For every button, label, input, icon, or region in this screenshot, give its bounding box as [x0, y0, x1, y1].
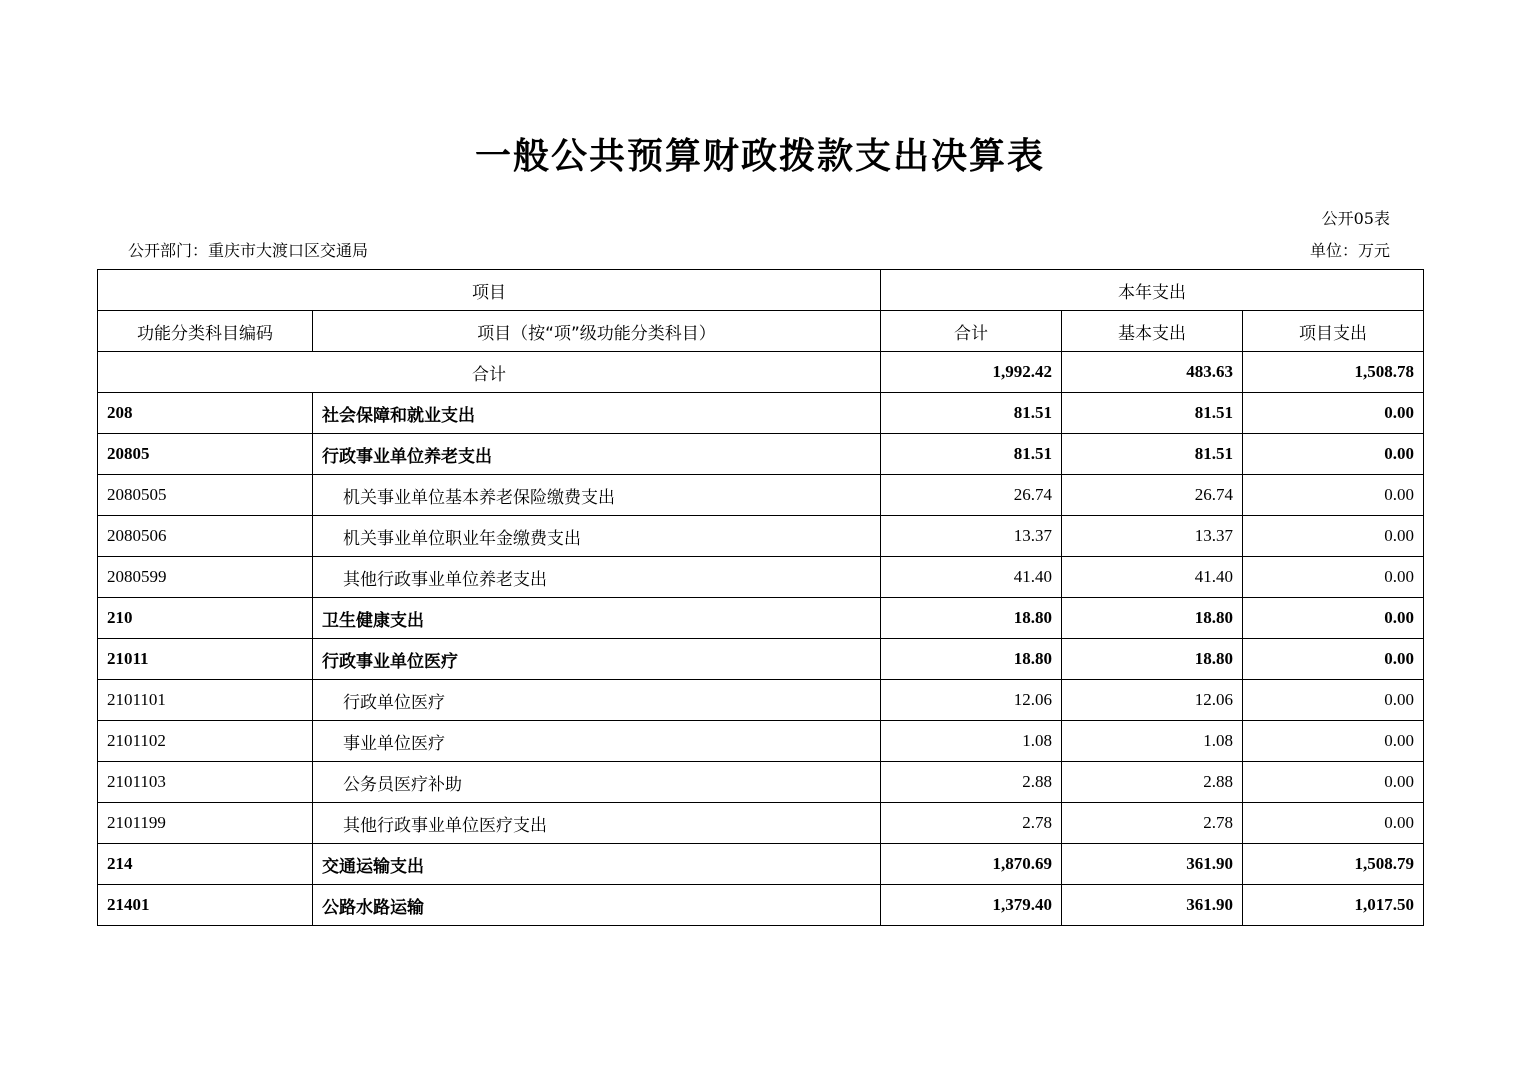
row-basic: 81.51	[1062, 434, 1243, 475]
row-project: 0.00	[1243, 721, 1424, 762]
total-row	[98, 352, 1424, 393]
row-total: 1,379.40	[881, 885, 1062, 926]
row-project: 1,508.79	[1243, 844, 1424, 885]
row-project: 0.00	[1243, 762, 1424, 803]
header-row-group	[98, 270, 1424, 311]
header-row-columns	[98, 311, 1424, 352]
header-year-expense: 本年支出	[881, 270, 1424, 311]
unit-label: 单位：万元	[1309, 241, 1390, 260]
row-project: 0.00	[1243, 803, 1424, 844]
total-cell-basic: 483.63	[1062, 352, 1243, 393]
row-name: 卫生健康支出	[313, 598, 881, 639]
row-code: 21401	[98, 885, 313, 926]
row-name: 社会保障和就业支出	[313, 393, 881, 434]
row-basic: 361.90	[1062, 885, 1243, 926]
row-basic: 41.40	[1062, 557, 1243, 598]
row-total: 12.06	[881, 680, 1062, 721]
row-code: 2101199	[98, 803, 313, 844]
row-basic: 2.88	[1062, 762, 1243, 803]
total-label: 合计	[98, 352, 881, 393]
row-name: 行政事业单位医疗	[313, 639, 881, 680]
row-name: 其他行政事业单位医疗支出	[313, 803, 881, 844]
row-project: 0.00	[1243, 393, 1424, 434]
row-total: 81.51	[881, 434, 1062, 475]
row-basic: 1.08	[1062, 721, 1243, 762]
row-total: 2.88	[881, 762, 1062, 803]
row-basic: 12.06	[1062, 680, 1243, 721]
row-total: 2.78	[881, 803, 1062, 844]
row-name: 交通运输支出	[313, 844, 881, 885]
row-name: 行政事业单位养老支出	[313, 434, 881, 475]
row-project: 0.00	[1243, 475, 1424, 516]
row-name: 机关事业单位职业年金缴费支出	[313, 516, 881, 557]
row-total: 18.80	[881, 598, 1062, 639]
budget-table	[97, 269, 1424, 926]
row-basic: 26.74	[1062, 475, 1243, 516]
row-project: 0.00	[1243, 598, 1424, 639]
row-name: 其他行政事业单位养老支出	[313, 557, 881, 598]
table-row	[98, 844, 1424, 885]
column-header-code: 功能分类科目编码	[98, 311, 313, 352]
table-row	[98, 762, 1424, 803]
row-name: 公路水路运输	[313, 885, 881, 926]
row-code: 2080506	[98, 516, 313, 557]
row-code: 2080505	[98, 475, 313, 516]
row-code: 2101102	[98, 721, 313, 762]
row-basic: 361.90	[1062, 844, 1243, 885]
row-project: 0.00	[1243, 639, 1424, 680]
row-total: 26.74	[881, 475, 1062, 516]
row-code: 210	[98, 598, 313, 639]
row-project: 0.00	[1243, 434, 1424, 475]
column-header-name: 项目（按“项”级功能分类科目）	[313, 311, 881, 352]
row-project: 0.00	[1243, 516, 1424, 557]
table-row	[98, 598, 1424, 639]
column-header-basic: 基本支出	[1062, 311, 1243, 352]
row-code: 20805	[98, 434, 313, 475]
row-project: 0.00	[1243, 680, 1424, 721]
row-project: 0.00	[1243, 557, 1424, 598]
row-code: 21011	[98, 639, 313, 680]
row-code: 2101101	[98, 680, 313, 721]
table-row	[98, 639, 1424, 680]
table-row	[98, 721, 1424, 762]
table-row	[98, 557, 1424, 598]
table-row	[98, 680, 1424, 721]
row-code: 2080599	[98, 557, 313, 598]
row-name: 行政单位医疗	[313, 680, 881, 721]
row-basic: 81.51	[1062, 393, 1243, 434]
table-row	[98, 885, 1424, 926]
table-row	[98, 516, 1424, 557]
row-code: 208	[98, 393, 313, 434]
row-code: 2101103	[98, 762, 313, 803]
row-total: 41.40	[881, 557, 1062, 598]
total-cell-project: 1,508.78	[1243, 352, 1424, 393]
row-basic: 2.78	[1062, 803, 1243, 844]
table-row	[98, 434, 1424, 475]
table-row	[98, 393, 1424, 434]
row-name: 公务员医疗补助	[313, 762, 881, 803]
department-label: 公开部门：重庆市大渡口区交通局	[128, 241, 369, 260]
row-basic: 18.80	[1062, 639, 1243, 680]
row-basic: 13.37	[1062, 516, 1243, 557]
row-name: 机关事业单位基本养老保险缴费支出	[313, 475, 881, 516]
row-code: 214	[98, 844, 313, 885]
header-project: 项目	[98, 270, 881, 311]
row-name: 事业单位医疗	[313, 721, 881, 762]
form-number: 公开05表	[1321, 209, 1390, 228]
column-header-project: 项目支出	[1243, 311, 1424, 352]
row-project: 1,017.50	[1243, 885, 1424, 926]
row-total: 13.37	[881, 516, 1062, 557]
row-total: 1.08	[881, 721, 1062, 762]
row-total: 81.51	[881, 393, 1062, 434]
column-header-total: 合计	[881, 311, 1062, 352]
row-total: 18.80	[881, 639, 1062, 680]
total-cell-total: 1,992.42	[881, 352, 1062, 393]
table-row	[98, 803, 1424, 844]
row-total: 1,870.69	[881, 844, 1062, 885]
row-basic: 18.80	[1062, 598, 1243, 639]
table-row	[98, 475, 1424, 516]
page-title: 一般公共预算财政拨款支出决算表	[474, 136, 1045, 177]
